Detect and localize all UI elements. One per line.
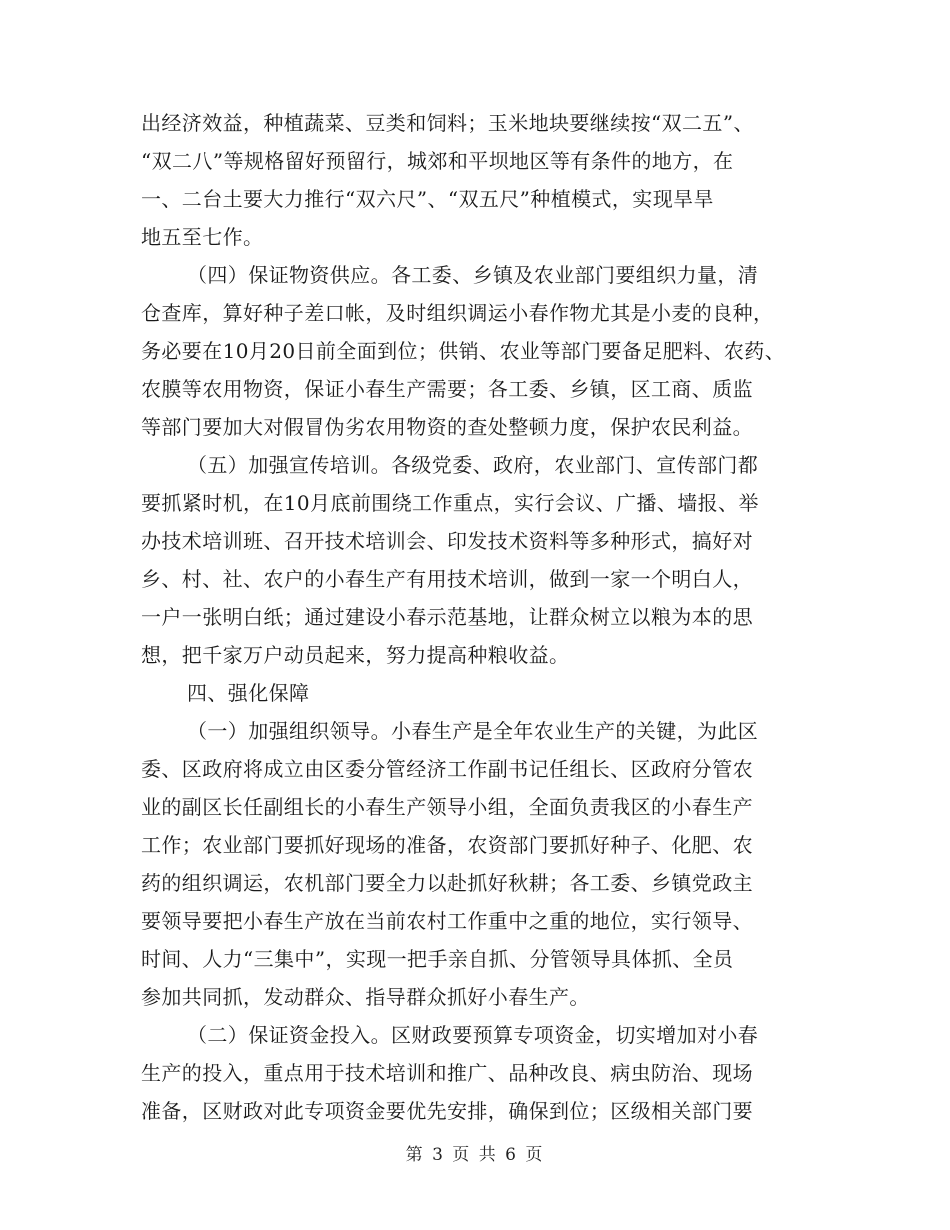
paragraph-heading-line: （五）加强宣传培训。各级党委、政府，农业部门、宣传部门都 [187, 453, 759, 477]
text-line: 准备，区财政对此专项资金要优先安排，确保到位；区级相关部门要 [141, 1099, 753, 1123]
text-line: 办技术培训班、召开技术培训会、印发技术资料等多种形式，搞好对 [141, 529, 753, 553]
text-line: 要抓紧时机，在10月底前围绕工作重点，实行会议、广播、墙报、举 [141, 491, 759, 515]
text-line: 药的组织调运，农机部门要全力以赴抓好秋耕；各工委、乡镇党政主 [141, 871, 753, 895]
text-line: 业的副区长任副组长的小春生产领导小组，全面负责我区的小春生产 [141, 795, 753, 819]
text-line: 农膜等农用物资，保证小春生产需要；各工委、乡镇，区工商、质监 [141, 377, 753, 401]
text-line: 一户一张明白纸；通过建设小春示范基地，让群众树立以粮为本的思 [141, 605, 753, 629]
text-line: 一、二台土要大力推行“双六尺”、“双五尺”种植模式，实现旱旱 [141, 187, 714, 211]
text-line: 委、区政府将成立由区委分管经济工作副书记任组长、区政府分管农 [141, 757, 753, 781]
page-number-footer: 第 3 页 共 6 页 [405, 1145, 545, 1165]
text-line: 出经济效益，种植蔬菜、豆类和饲料；玉米地块要继续按“双二五”、 [141, 111, 754, 135]
document-body [141, 104, 821, 1130]
text-line: 参加共同抓，发动群众、指导群众抓好小春生产。 [141, 985, 590, 1009]
text-line: 时间、人力“三集中”，实现一把手亲自抓、分管领导具体抓、全员 [141, 947, 734, 971]
text-line: “双二八”等规格留好预留行，城郊和平坝地区等有条件的地方，在 [141, 149, 734, 173]
paragraph-heading-line: （二）保证资金投入。区财政要预算专项资金，切实增加对小春 [187, 1023, 759, 1047]
text-line: 地五至七作。 [141, 225, 264, 249]
text-line: 想，把千家万户动员起来，努力提高种粮收益。 [141, 643, 570, 667]
text-line: 仓查库，算好种子差口帐，及时组织调运小春作物尤其是小麦的良种， [141, 301, 774, 325]
text-line: 要领导要把小春生产放在当前农村工作重中之重的地位，实行领导、 [141, 909, 753, 933]
text-line: 工作；农业部门要抓好现场的准备，农资部门要抓好种子、化肥、农 [141, 833, 753, 857]
paragraph-heading-line: （一）加强组织领导。小春生产是全年农业生产的关键，为此区 [187, 719, 759, 743]
text-line: 等部门要加大对假冒伪劣农用物资的查处整顿力度，保护农民利益。 [141, 415, 753, 439]
paragraph-heading-line: （四）保证物资供应。各工委、乡镇及农业部门要组织力量，清 [187, 263, 759, 287]
text-line: 生产的投入，重点用于技术培训和推广、品种改良、病虫防治、现场 [141, 1061, 753, 1085]
text-line: 务必要在10月20日前全面到位；供销、农业等部门要备足肥料、农药、 [141, 339, 786, 363]
section-heading: 四、强化保障 [187, 681, 310, 705]
text-line: 乡、村、社、农户的小春生产有用技术培训，做到一家一个明白人， [141, 567, 753, 591]
